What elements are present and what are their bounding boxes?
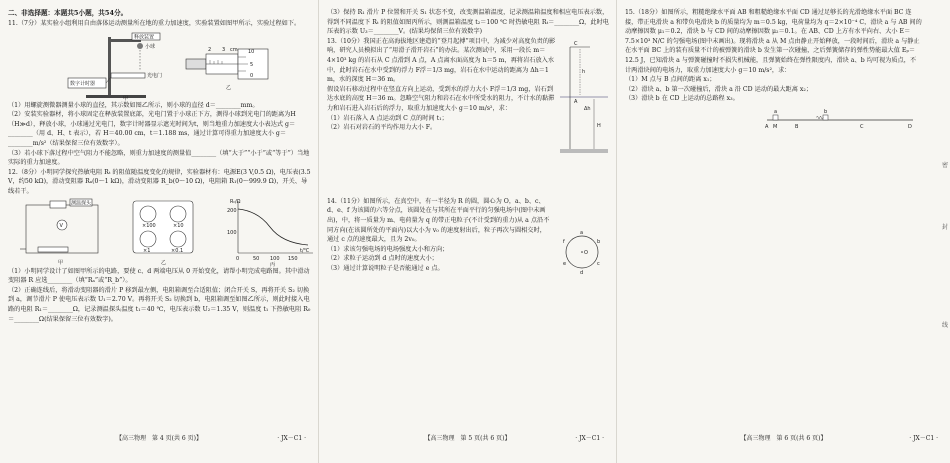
- q15-b-block-label: b: [824, 108, 828, 115]
- page-5: [318, 0, 616, 463]
- q11-diagram: [8, 29, 318, 101]
- side-mark-3: 线: [941, 322, 948, 329]
- q12-yi-label: 乙: [161, 259, 167, 266]
- q12-x1-label: ×1: [143, 247, 151, 254]
- q11-cm3-label: 3: [222, 46, 226, 53]
- q13-H-label: H: [597, 122, 601, 129]
- q11-cm2-label: 2: [208, 46, 212, 53]
- q11-ten-label: 10: [248, 48, 255, 55]
- q14-e-label: e: [563, 260, 567, 267]
- page5-code: · JX－C1 ·: [575, 435, 604, 442]
- q11-cm-label: cm: [230, 46, 238, 53]
- q11-ball-label: 小球: [145, 43, 156, 50]
- q11-figure: [8, 29, 312, 101]
- q14-part3: （3）通过计算说明粒子是否能通过 e 点。: [327, 264, 444, 272]
- q11-timer-label: 数字计时器: [70, 80, 96, 87]
- q15-B-label: B: [795, 123, 799, 130]
- q13-a-label: A: [574, 98, 578, 105]
- q12-x10-label: ×10: [173, 222, 184, 229]
- q13-diagram: [560, 37, 610, 157]
- q15-part2: （2）滑块 a、b 第一次碰撞后，滑块 a 沿 CD 运动的最大距离 x₂；: [625, 85, 813, 93]
- q14-stem: 14.（11分）如图所示，在真空中，有一半径为 R 的圆，圆心为 O，a、b、c、d、e、f 为该圆的六等分点，该圆处在与其所在平面平行的匀强电场中(图中未画出)，中，将一质量为 m、电荷量为 q 的带正电粒子(不计受到的重力)从 a 点沿不同方向(在该圆所处的平面内)以大小为 v₀ 的速度射出后，粒子再次与圆相交时，通过 c 点的速度最大，且为 2v₀。: [327, 197, 550, 244]
- photogate-icon: [111, 73, 145, 78]
- q15-M-label: M: [773, 123, 778, 130]
- q12-x50: 50: [253, 255, 260, 262]
- block-a-icon: [773, 115, 778, 120]
- q13-part1: （1）岩石落入 A 点运动到 C 点的时间 t₁；: [327, 114, 448, 122]
- q12-part1: （1）小明同学设计了如图甲所示的电路，要使 c、d 两端电压从 0 开始变化，请帮小明完成电路图。其中滑动变阻器 R 应选________（填“Rₐ”或“R_b”）。: [8, 267, 310, 285]
- q15-C-label: C: [860, 123, 864, 130]
- q15-A-label: A: [765, 123, 769, 130]
- q15-stem: 15.（18分）如图所示，粗糙绝缘水平面 AB 和粗糙绝缘水平面 CD 通过足够长的光滑绝缘水平面 BC 连接，带正电滑块 a 和带负电滑块 b 的质量均为 m＝0.5 kg，电荷量均为 q＝2×10⁻⁴ C，滑块 a 与 AB 间的动摩擦因数 μ₁＝0.2，滑块 b 与 CD 间的动摩擦因数 μ₂＝0.1。在 AB、CD 上方有水平向右、大小 E＝7.5×10³ N/C 的匀强电场(图中未画出)。现将滑块 a 从 M 点由静止开始释放，一段时间后，滑块 a 与静止在水平面 BC 上的装有质量不计的被弹簧的滑块 b 发生第一次碰撞，之后弹簧储存的弹性势能最大值 Eₚ＝12.5 J，已知滑块 a 与弹簧碰撞时不损失机械能，且弹簧始终在弹性限度内，滑块 a、b 均可视为质点，不计两滑块间的电场力，取重力加速度大小 g＝10 m/s²，求：: [625, 9, 922, 74]
- q12-stem: 12.（8分）小明同学探究热敏电阻 Rₜ 的阻值随温度变化的规律，实验器材有：电源E(3 V,0.5 Ω)，电压表(3.5 V，约50 kΩ)，滑动变阻器 Rₐ(0～1 kΩ)，滑动变阻器 R_b(0～10 Ω)，电阻箱 R₁(0～999.9 Ω)，开关、导线若干。: [8, 168, 311, 195]
- q12-bing-label: 丙: [270, 261, 276, 267]
- q11-yi-label: 乙: [226, 84, 232, 91]
- q12-part3: （3）保持 R₁ 滑片 P 位置和开关 S₁ 状态不变，改变测温箱温度，记录测温箱温度和相应电压表示数，得到不同温度下 Rₜ 的阻值如图丙所示，则测温箱温度 t₂＝100 ℃ 时热敏电阻 Rₜ＝________Ω，此时电压表的示数 U₃＝________V。(结果均保留三位有效数字): [327, 9, 609, 36]
- q12-t-axis-label: t/℃: [300, 247, 310, 254]
- q14-a-label: a: [580, 229, 584, 236]
- q11-holder-label: 释放装置: [134, 34, 155, 41]
- q11-jia-label: 甲: [123, 95, 129, 101]
- q12-x150: 150: [288, 255, 298, 262]
- q14-part2: （2）求粒子运动到 d 点时的速度大小；: [327, 255, 438, 263]
- q13-c-label: C: [574, 40, 578, 47]
- q11-part3: （3）若小球下落过程中空气阻力不能忽略，则重力加速度的测量值________（填“大于”“小于”或“等于”）当地实际的重力加速度。: [8, 149, 310, 167]
- q13-stem: 13.（10分）我国正在高海拔地区建造的“登月起搏”项目中，为减少对高度负责的影响，研究人员模拟出了“用滑子滑开岩石”的办法。某次测试中，采用一段长 m＝4×10³ kg 的岩石从 C 点滑到 A 点，A 点离水面高度为 h＝5 m，再将岩石放入水中，此时岩石在水中受到的浮力 F浮＝1/3 mg，岩石在水中运动的距离为 Δh＝1 m，水的深度 H＝36 m。: [327, 37, 556, 84]
- q13-p2: 假设岩石移动过程中在竖直方向上运动，受到水的浮力大小 F浮＝1/3 mg，岩石到达水底的高度 H＝36 m。忽略空气阻力和岩石在水中所受水的阻力，不计水的黏滞力和岩石进入岩石后的浮力，取重力加速度大小 g＝10 m/s²，求：: [327, 85, 555, 112]
- q12-figure: [8, 197, 312, 267]
- q14-o-label: O: [584, 249, 588, 256]
- block-b-icon: [823, 115, 828, 120]
- q15-diagram: [765, 104, 915, 132]
- q12-y100: 100: [227, 229, 237, 236]
- q14-f-label: f: [563, 238, 565, 245]
- page4-code: · JX－C1 ·: [277, 435, 306, 442]
- q11-part2: （2）安装实验器材，将小球固定在释放装置底部，光电门置于小球正下方，测得小球到光电门的距离为H（H≫d），释放小球，小球通过光电门，数字计时器显示遮光时间为t，则当地重力加速度大小表达式 g＝________（用 d、H、t 表示），若 H＝40.00 cm，t＝1.188 ms，通过计算可得重力加速度大小 g＝________m/s²（结果保留三位有效数字）。: [8, 111, 296, 147]
- q14-b-label: b: [597, 238, 601, 245]
- page-6: [616, 0, 950, 463]
- side-mark-2: 封: [941, 224, 948, 231]
- q12-temp-label: 测温探头: [71, 200, 92, 207]
- q11-stem: 11.（7分）某实验小组利用自由落体运动测量所在地的重力加速度，实验装置如图甲所示，实验过程如下。: [8, 20, 301, 27]
- q15-D-label: D: [908, 123, 912, 130]
- q13-part2: （2）岩石对岩石的平均作用力大小 F。: [327, 124, 437, 132]
- page4-footer-text: 【高三物理 第 4 页(共 6 页)】: [116, 435, 202, 442]
- q12-diagram: [8, 197, 318, 267]
- section-title: 二、非选择题：本题共5小题，共54分。: [8, 9, 128, 17]
- q11-part1: （1）用螺旋测微器测量小球的直径，其示数如图乙所示，则小球的直径 d＝________mm。: [8, 101, 259, 109]
- q12-r-axis-label: Rₜ/Ω: [230, 198, 241, 205]
- spring-icon: [816, 116, 824, 119]
- q13-dh-label: Δh: [584, 105, 591, 112]
- q12-x100-label: ×100: [142, 222, 156, 229]
- q12-jia-label: 甲: [58, 259, 64, 266]
- q11-five-label: 5: [250, 61, 254, 68]
- q14-d-label: d: [580, 269, 584, 276]
- q12-part2: （2）正确连线后，将滑动变阻器的滑片 P 移到最左侧，电阻箱调至合适阻值；闭合开关 S，再将开关 S₂ 切换到 a，调节滑片 P 使电压表示数 U₁＝2.70 V。再将开关 S₂ 切换到 b，电阻箱调至如图乙所示，则此时接入电路的电阻 R₁＝________Ω，记录测温探头温度 t₁＝40 ℃，电压表示数 U₂＝1.35 V，则温度 t₁ 下热敏电阻 R₀＝________Ω(结果保留三位有效数字)。: [8, 286, 311, 323]
- q15-a-block-label: a: [774, 108, 778, 115]
- q13-h-label: h: [582, 68, 586, 75]
- q15-part3: （3）滑块 b 在 CD 上运动的总路程 x₃。: [625, 95, 739, 103]
- q12-y200: 200: [227, 207, 237, 214]
- q14-c-label: c: [597, 260, 600, 267]
- page6-code: · JX－C1 ·: [909, 435, 938, 442]
- q14-part1: （1）求该匀强电场的电场强度大小和方向；: [327, 245, 449, 253]
- q15-part1: （1）M 点与 B 点间的距离 x₁；: [625, 76, 716, 84]
- q11-gate-label: 光电门: [147, 72, 163, 79]
- q12-x100: 100: [270, 255, 280, 262]
- page6-footer-text: 【高三物理 第 6 页(共 6 页)】: [740, 435, 827, 442]
- rt-curve: [238, 209, 308, 245]
- page-4: [0, 0, 318, 463]
- side-mark-1: 密: [941, 162, 948, 169]
- q12-x01-label: ×0.1: [171, 247, 184, 254]
- q12-x0: 0: [236, 255, 240, 262]
- page5-footer-text: 【高三物理 第 5 页(共 6 页)】: [424, 435, 511, 442]
- q14-diagram: [554, 197, 610, 277]
- svg-text:V: V: [59, 222, 63, 229]
- q11-zero-label: 0: [250, 72, 254, 79]
- ball-icon: [137, 43, 143, 49]
